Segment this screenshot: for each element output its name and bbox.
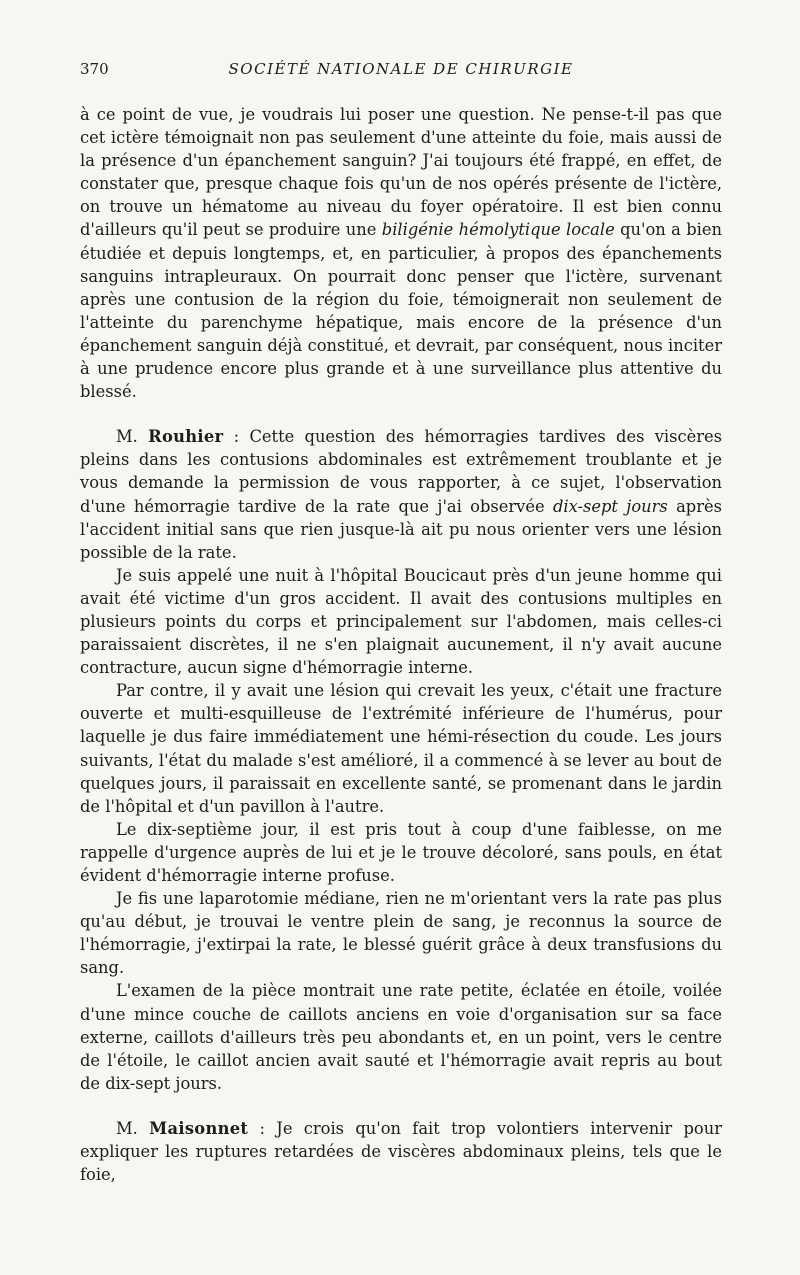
paragraph-p4 <box>80 679 722 818</box>
paragraph-p6 <box>80 887 722 979</box>
speaker-name: Rouhier <box>148 427 224 447</box>
body-text <box>80 103 722 1186</box>
paragraph-text: qu'on a bien étudiée et depuis longtemps, et, en particulier, à propos des épanchements sanguins intrapleuraux. On pourrait donc penser que l'ictère, survenant après une contusion de la région du foie, témoignerait non seulement de l'atteinte du parenchyme hépatique, mais encore de la présence d'un épanchement sanguin déjà constitué, et devrait, par conséquent, nous inciter à une prudence encore plus grande et à une surveillance plus attentive du blessé. <box>80 220 723 402</box>
paragraph-text: après l'accident initial sans que rien jusque-là ait pu nous orienter vers une lésion possible de la rate. <box>80 496 722 562</box>
paragraph-p2 <box>80 425 722 564</box>
paragraph-text: Le dix-septième jour, il est pris tout à coup d'une faiblesse, on me rappelle d'urgence auprès de lui et je le trouve décoloré, sans pouls, en état évident d'hémorragie interne profuse. <box>80 819 722 885</box>
emphasis-text: biligénie hémolytique locale <box>381 220 615 240</box>
paragraph-p5 <box>80 818 722 887</box>
speaker-name: Maisonnet <box>149 1118 249 1138</box>
paragraph-text: : Je crois qu'on fait trop volontiers intervenir pour expliquer les ruptures retardées de viscères abdominaux pleins, tels que le foie, <box>80 1118 722 1185</box>
paragraph-text: L'examen de la pièce montrait une rate petite, éclatée en étoile, voilée d'une mince couche de caillots anciens en voie d'organisation sur sa face externe, caillots d'ailleurs très peu abondants et, en un point, vers le centre de l'étoile, le caillot ancien avait sauté et l'hémorragie avait repris au bout de dix-sept jours. <box>80 981 722 1093</box>
paragraph-p8 <box>80 1117 722 1186</box>
paragraph-text: à ce point de vue, je voudrais lui poser une question. Ne pense-t-il pas que cet ictère témoignait non pas seulement d'une atteinte du foie, mais aussi de la présence d'un épanchement sanguin? J'ai toujours été frappé, en effet, de constater que, presque chaque fois qu'un de nos opérés présente de l'ictère, on trouve un hématome au niveau du foyer opératoire. Il est bien connu d'ailleurs qu'il peut se produire une <box>80 105 722 240</box>
paragraph-p1 <box>80 103 722 403</box>
paragraph-p7 <box>80 979 722 1094</box>
page-number: 370 <box>80 60 109 78</box>
running-title: SOCIÉTÉ NATIONALE DE CHIRURGIE <box>228 60 574 78</box>
running-header <box>80 60 722 86</box>
paragraph-p3 <box>80 564 722 679</box>
paragraph-text: : Cette question des hémorragies tardives des viscères pleins dans les contusions abdominales est extrêmement troublante et je vous demande la permission de vous rapporter, à ce sujet, l'observation d'une hémorragie tardive de la rate que j'ai observée <box>80 427 722 516</box>
paragraph-text: Par contre, il y avait une lésion qui crevait les yeux, c'était une fracture ouverte et multi-esquilleuse de l'extrémité inférieure de l'humérus, pour laquelle je dus faire immédiatement une hémi-résection du coude. Les jours suivants, l'état du malade s'est amélioré, il a commencé à se lever au bout de quelques jours, il paraissait en excellente santé, se promenant dans le jardin de l'hôpital et d'un pavillon à l'autre. <box>80 681 722 816</box>
emphasis-text: dix-sept jours <box>552 496 668 516</box>
paragraph-text: Je suis appelé une nuit à l'hôpital Boucicaut près d'un jeune homme qui avait été victime d'un gros accident. Il avait des contusions multiples en plusieurs points du corps et principalement sur l'abdomen, mais celles-ci paraissaient discrètes, il ne s'en plaignait aucunement, il n'y avait aucune contracture, aucun signe d'hémorragie interne. <box>80 565 722 678</box>
paragraph-text: Je fis une laparotomie médiane, rien ne m'orientant vers la rate pas plus qu'au début, je trouvai le ventre plein de sang, je reconnus la source de l'hémorragie, j'extirpai la rate, le blessé guérit grâce à deux transfusions du sang. <box>80 889 722 978</box>
paragraph-text: M. <box>116 427 149 447</box>
paragraph-text: M. <box>116 1118 150 1138</box>
